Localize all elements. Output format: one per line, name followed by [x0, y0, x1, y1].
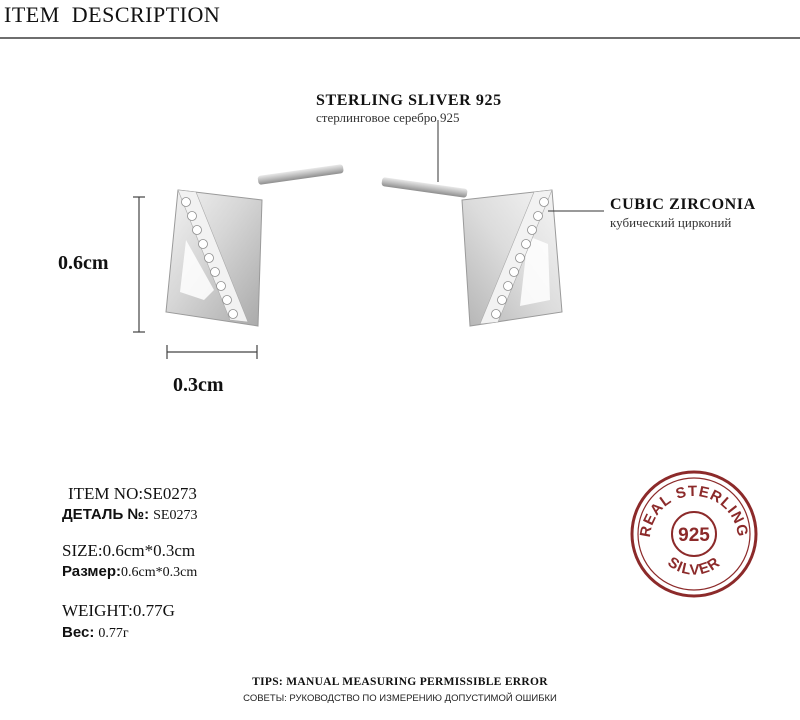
sterling-silver-stamp [628, 468, 760, 600]
item-number-ru-key: ДЕТАЛЬ №: [62, 506, 150, 523]
height-label: 0.6cm [58, 252, 109, 274]
right-earring-post [381, 177, 467, 198]
stone-label-ru: кубический цирконий [610, 215, 732, 230]
width-dimension-line [167, 345, 257, 359]
material-label-ru: стерлинговое серебро 925 [316, 110, 460, 125]
item-number-ru [62, 506, 197, 524]
stone-label: CUBIC ZIRCONIA [610, 196, 756, 213]
stamp-bottom-text: SILVER [664, 553, 724, 579]
right-earring [381, 177, 562, 326]
size-ru-key: Размер: [62, 563, 122, 580]
tips-text-ru: СОВЕТЫ: РУКОВОДСТВО ПО ИЗМЕРЕНИЮ ДОПУСТИМОЙ ОШИБКИ [243, 693, 557, 704]
item-number-ru-value: SE0273 [153, 508, 198, 523]
stamp-number: 925 [678, 525, 710, 546]
item-number: ITEM NO:SE0273 [68, 484, 197, 503]
stamp-top-text: REAL STERLING [636, 482, 752, 539]
weight-ru-key: Вес: [62, 624, 95, 641]
material-label: STERLING SLIVER 925 [316, 92, 502, 109]
weight-spec-ru [62, 624, 129, 642]
height-dimension-line [133, 197, 145, 332]
weight-spec: WEIGHT:0.77G [62, 601, 175, 620]
weight-ru-value: 0.77г [98, 626, 129, 641]
width-label: 0.3cm [173, 374, 224, 396]
size-spec: SIZE:0.6cm*0.3cm [62, 541, 196, 560]
size-spec-ru [62, 563, 197, 581]
left-earring-post [257, 164, 343, 185]
size-ru-value: 0.6cm*0.3cm [121, 565, 198, 580]
left-earring [166, 164, 344, 326]
page-title: ITEM DESCRIPTION [4, 2, 221, 27]
tips-text: TIPS: MANUAL MEASURING PERMISSIBLE ERROR [252, 676, 548, 688]
